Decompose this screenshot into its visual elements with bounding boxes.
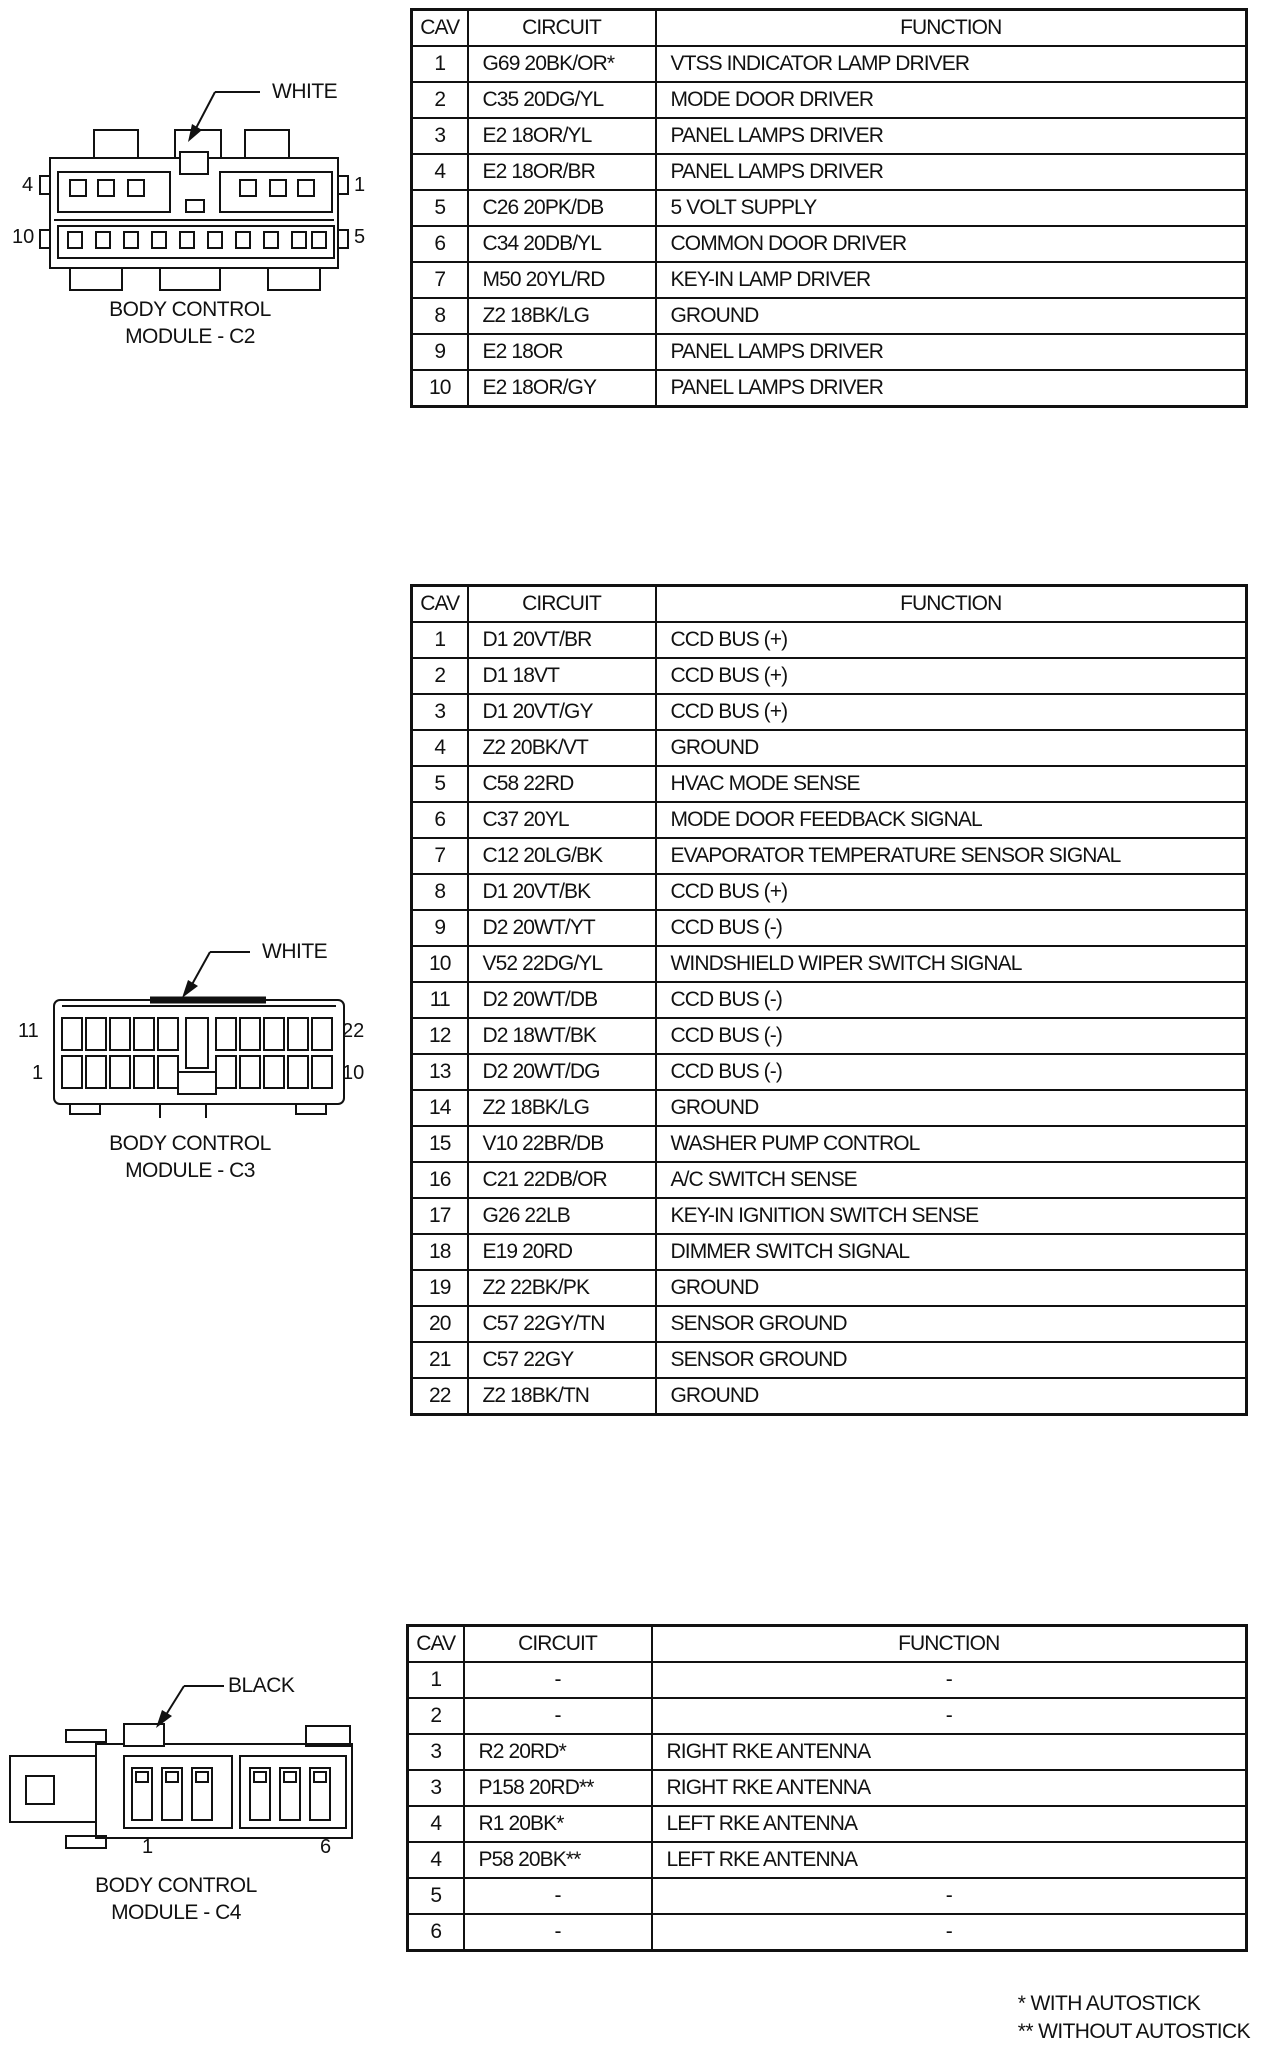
table-row xyxy=(412,82,1247,118)
connector-name-line1: BODY CONTROL xyxy=(109,1132,271,1155)
table-row xyxy=(412,1378,1247,1415)
cell-cav: 6 xyxy=(412,226,468,262)
table-row xyxy=(412,1162,1247,1198)
pin-table-c3 xyxy=(410,584,1248,1416)
pin-table-c2 xyxy=(410,8,1248,408)
cell-circuit: G69 20BK/OR* xyxy=(468,46,656,82)
cell-cav: 12 xyxy=(412,1018,468,1054)
connector-c2-drawing xyxy=(10,80,370,310)
cell-function: SENSOR GROUND xyxy=(656,1306,1247,1342)
column-header-cav: CAV xyxy=(412,10,468,47)
column-header-circuit: CIRCUIT xyxy=(464,1626,652,1663)
table-row xyxy=(408,1698,1247,1734)
cell-circuit: E2 18OR/GY xyxy=(468,370,656,407)
table-row xyxy=(412,874,1247,910)
pin-label-top-right: 22 xyxy=(342,1020,365,1042)
cell-function: CCD BUS (+) xyxy=(656,694,1247,730)
cell-circuit: C26 20PK/DB xyxy=(468,190,656,226)
column-header-cav: CAV xyxy=(408,1626,464,1663)
table-row xyxy=(412,370,1247,407)
cell-circuit: D1 20VT/BK xyxy=(468,874,656,910)
connector-color-label: WHITE xyxy=(262,940,328,963)
cell-cav: 8 xyxy=(412,874,468,910)
table-row xyxy=(412,262,1247,298)
cell-function: PANEL LAMPS DRIVER xyxy=(656,118,1247,154)
table-row xyxy=(412,154,1247,190)
cell-cav: 9 xyxy=(412,910,468,946)
connector-diagram-c4 xyxy=(6,1660,366,1924)
table-row xyxy=(412,730,1247,766)
cell-circuit: Z2 18BK/LG xyxy=(468,298,656,334)
cell-cav: 2 xyxy=(408,1698,464,1734)
pin-label-bottom-left: 1 xyxy=(32,1062,44,1084)
cell-circuit: D2 20WT/DG xyxy=(468,1054,656,1090)
cell-function: - xyxy=(652,1878,1247,1914)
cell-cav: 16 xyxy=(412,1162,468,1198)
cell-circuit: - xyxy=(464,1878,652,1914)
cell-cav: 21 xyxy=(412,1342,468,1378)
cell-cav: 20 xyxy=(412,1306,468,1342)
cell-cav: 8 xyxy=(412,298,468,334)
table-row xyxy=(412,1198,1247,1234)
connector-name-line2: MODULE - C3 xyxy=(125,1159,255,1182)
connector-name xyxy=(80,296,300,350)
cell-cav: 10 xyxy=(412,370,468,407)
column-header-function: FUNCTION xyxy=(656,10,1247,47)
table-row xyxy=(412,1018,1247,1054)
cell-function: WINDSHIELD WIPER SWITCH SIGNAL xyxy=(656,946,1247,982)
cell-function: GROUND xyxy=(656,1378,1247,1415)
cell-circuit: C37 20YL xyxy=(468,802,656,838)
cell-circuit: D1 18VT xyxy=(468,658,656,694)
table-row xyxy=(412,1342,1247,1378)
table-header-row xyxy=(412,586,1247,623)
cell-function: VTSS INDICATOR LAMP DRIVER xyxy=(656,46,1247,82)
cell-cav: 3 xyxy=(408,1770,464,1806)
table-row xyxy=(412,622,1247,658)
cell-circuit: D2 20WT/YT xyxy=(468,910,656,946)
cell-circuit: Z2 22BK/PK xyxy=(468,1270,656,1306)
pin-label-bottom-right: 10 xyxy=(342,1062,365,1084)
cell-circuit: E2 18OR/YL xyxy=(468,118,656,154)
table-row xyxy=(412,982,1247,1018)
connector-diagram-c3 xyxy=(10,940,370,1182)
cell-function: - xyxy=(652,1914,1247,1951)
table-row xyxy=(412,1270,1247,1306)
cell-circuit: V10 22BR/DB xyxy=(468,1126,656,1162)
cell-circuit: C57 22GY/TN xyxy=(468,1306,656,1342)
table-header-row xyxy=(408,1626,1247,1663)
cell-circuit: - xyxy=(464,1914,652,1951)
column-header-function: FUNCTION xyxy=(656,586,1247,623)
cell-cav: 9 xyxy=(412,334,468,370)
table-row xyxy=(412,694,1247,730)
table-row xyxy=(412,658,1247,694)
footnote-with-autostick: * WITH AUTOSTICK xyxy=(1017,1992,1201,2015)
cell-cav: 5 xyxy=(412,190,468,226)
cell-cav: 5 xyxy=(408,1878,464,1914)
connector-name xyxy=(80,1130,300,1184)
connector-color-label: WHITE xyxy=(272,80,338,103)
cell-circuit: - xyxy=(464,1698,652,1734)
cell-circuit: G26 22LB xyxy=(468,1198,656,1234)
cell-cav: 14 xyxy=(412,1090,468,1126)
pin-label-bottom-right: 6 xyxy=(320,1836,332,1858)
pin-label-bottom-left: 1 xyxy=(142,1836,154,1858)
cell-circuit: E2 18OR/BR xyxy=(468,154,656,190)
cell-function: CCD BUS (+) xyxy=(656,874,1247,910)
cell-function: DIMMER SWITCH SIGNAL xyxy=(656,1234,1247,1270)
cell-circuit: Z2 18BK/LG xyxy=(468,1090,656,1126)
cell-function: WASHER PUMP CONTROL xyxy=(656,1126,1247,1162)
column-header-function: FUNCTION xyxy=(652,1626,1247,1663)
table-row xyxy=(412,190,1247,226)
pin-table-c4 xyxy=(406,1624,1248,1952)
cell-cav: 18 xyxy=(412,1234,468,1270)
cell-function: - xyxy=(652,1698,1247,1734)
cell-function: GROUND xyxy=(656,1090,1247,1126)
cell-circuit: D1 20VT/GY xyxy=(468,694,656,730)
cell-circuit: E19 20RD xyxy=(468,1234,656,1270)
cell-circuit: D2 20WT/DB xyxy=(468,982,656,1018)
cell-function: KEY-IN IGNITION SWITCH SENSE xyxy=(656,1198,1247,1234)
cell-circuit: E2 18OR xyxy=(468,334,656,370)
cell-function: - xyxy=(652,1662,1247,1698)
cell-function: LEFT RKE ANTENNA xyxy=(652,1842,1247,1878)
cell-circuit: C34 20DB/YL xyxy=(468,226,656,262)
cell-circuit: C58 22RD xyxy=(468,766,656,802)
cell-cav: 2 xyxy=(412,658,468,694)
column-header-cav: CAV xyxy=(412,586,468,623)
cell-cav: 3 xyxy=(408,1734,464,1770)
cell-cav: 19 xyxy=(412,1270,468,1306)
cell-function: PANEL LAMPS DRIVER xyxy=(656,370,1247,407)
column-header-circuit: CIRCUIT xyxy=(468,10,656,47)
cell-function: CCD BUS (-) xyxy=(656,982,1247,1018)
cell-function: RIGHT RKE ANTENNA xyxy=(652,1734,1247,1770)
connector-c3-drawing xyxy=(10,940,370,1140)
cell-function: PANEL LAMPS DRIVER xyxy=(656,154,1247,190)
connector-name-line2: MODULE - C4 xyxy=(111,1901,241,1924)
cell-function: MODE DOOR FEEDBACK SIGNAL xyxy=(656,802,1247,838)
cell-circuit: P58 20BK** xyxy=(464,1842,652,1878)
cell-cav: 7 xyxy=(412,838,468,874)
table-row xyxy=(408,1734,1247,1770)
cell-cav: 4 xyxy=(408,1842,464,1878)
table-row xyxy=(408,1662,1247,1698)
table-row xyxy=(408,1878,1247,1914)
table-row xyxy=(412,1306,1247,1342)
cell-cav: 7 xyxy=(412,262,468,298)
cell-function: HVAC MODE SENSE xyxy=(656,766,1247,802)
column-header-circuit: CIRCUIT xyxy=(468,586,656,623)
cell-function: LEFT RKE ANTENNA xyxy=(652,1806,1247,1842)
cell-function: KEY-IN LAMP DRIVER xyxy=(656,262,1247,298)
cell-function: A/C SWITCH SENSE xyxy=(656,1162,1247,1198)
connector-name-line1: BODY CONTROL xyxy=(109,298,271,321)
pin-label-bottom-left: 10 xyxy=(12,226,35,248)
cell-function: 5 VOLT SUPPLY xyxy=(656,190,1247,226)
pin-label-top-left: 4 xyxy=(22,174,34,196)
cell-cav: 1 xyxy=(412,46,468,82)
table-row xyxy=(412,118,1247,154)
cell-circuit: R1 20BK* xyxy=(464,1806,652,1842)
cell-cav: 4 xyxy=(412,730,468,766)
table-row xyxy=(412,334,1247,370)
connector-name-line1: BODY CONTROL xyxy=(95,1874,257,1897)
cell-cav: 3 xyxy=(412,694,468,730)
table-row xyxy=(408,1806,1247,1842)
cell-function: GROUND xyxy=(656,1270,1247,1306)
cell-circuit: C57 22GY xyxy=(468,1342,656,1378)
cell-cav: 1 xyxy=(412,622,468,658)
cell-circuit: V52 22DG/YL xyxy=(468,946,656,982)
cell-circuit: M50 20YL/RD xyxy=(468,262,656,298)
cell-cav: 15 xyxy=(412,1126,468,1162)
cell-circuit: C12 20LG/BK xyxy=(468,838,656,874)
cell-function: GROUND xyxy=(656,298,1247,334)
pin-label-top-left: 11 xyxy=(18,1020,39,1042)
cell-circuit: C35 20DG/YL xyxy=(468,82,656,118)
cell-function: PANEL LAMPS DRIVER xyxy=(656,334,1247,370)
cell-function: CCD BUS (+) xyxy=(656,658,1247,694)
cell-function: CCD BUS (-) xyxy=(656,1054,1247,1090)
pin-label-top-right: 1 xyxy=(354,174,366,196)
connector-diagram-c2 xyxy=(10,80,370,348)
table-row xyxy=(408,1770,1247,1806)
table-row xyxy=(412,766,1247,802)
connector-c4-drawing xyxy=(6,1660,366,1860)
cell-cav: 4 xyxy=(408,1806,464,1842)
connector-name-line2: MODULE - C2 xyxy=(125,325,255,348)
cell-cav: 3 xyxy=(412,118,468,154)
cell-circuit: Z2 20BK/VT xyxy=(468,730,656,766)
cell-function: MODE DOOR DRIVER xyxy=(656,82,1247,118)
footnote-without-autostick: ** WITHOUT AUTOSTICK xyxy=(1017,2020,1250,2043)
cell-cav: 17 xyxy=(412,1198,468,1234)
table-row xyxy=(408,1842,1247,1878)
cell-circuit: Z2 18BK/TN xyxy=(468,1378,656,1415)
cell-function: GROUND xyxy=(656,730,1247,766)
cell-function: CCD BUS (-) xyxy=(656,910,1247,946)
cell-cav: 10 xyxy=(412,946,468,982)
table-row xyxy=(412,910,1247,946)
cell-function: COMMON DOOR DRIVER xyxy=(656,226,1247,262)
table-header-row xyxy=(412,10,1247,47)
table-row xyxy=(408,1914,1247,1951)
table-row xyxy=(412,46,1247,82)
pin-label-bottom-right: 5 xyxy=(354,226,366,248)
cell-circuit: P158 20RD** xyxy=(464,1770,652,1806)
table-row xyxy=(412,1126,1247,1162)
cell-function: SENSOR GROUND xyxy=(656,1342,1247,1378)
table-row xyxy=(412,1054,1247,1090)
cell-function: RIGHT RKE ANTENNA xyxy=(652,1770,1247,1806)
table-row xyxy=(412,946,1247,982)
cell-cav: 2 xyxy=(412,82,468,118)
connector-color-label: BLACK xyxy=(228,1674,295,1697)
cell-cav: 4 xyxy=(412,154,468,190)
cell-circuit: D1 20VT/BR xyxy=(468,622,656,658)
cell-cav: 22 xyxy=(412,1378,468,1415)
cell-circuit: C21 22DB/OR xyxy=(468,1162,656,1198)
cell-cav: 11 xyxy=(412,982,468,1018)
cell-cav: 1 xyxy=(408,1662,464,1698)
cell-function: CCD BUS (+) xyxy=(656,622,1247,658)
table-row xyxy=(412,298,1247,334)
table-row xyxy=(412,1234,1247,1270)
cell-function: EVAPORATOR TEMPERATURE SENSOR SIGNAL xyxy=(656,838,1247,874)
cell-circuit: R2 20RD* xyxy=(464,1734,652,1770)
cell-cav: 6 xyxy=(412,802,468,838)
table-row xyxy=(412,226,1247,262)
table-row xyxy=(412,802,1247,838)
connector-name xyxy=(66,1872,286,1926)
table-row xyxy=(412,838,1247,874)
cell-circuit: - xyxy=(464,1662,652,1698)
cell-function: CCD BUS (-) xyxy=(656,1018,1247,1054)
table-row xyxy=(412,1090,1247,1126)
cell-cav: 6 xyxy=(408,1914,464,1951)
cell-cav: 5 xyxy=(412,766,468,802)
cell-circuit: D2 18WT/BK xyxy=(468,1018,656,1054)
footnotes xyxy=(1018,1990,1250,2046)
cell-cav: 13 xyxy=(412,1054,468,1090)
